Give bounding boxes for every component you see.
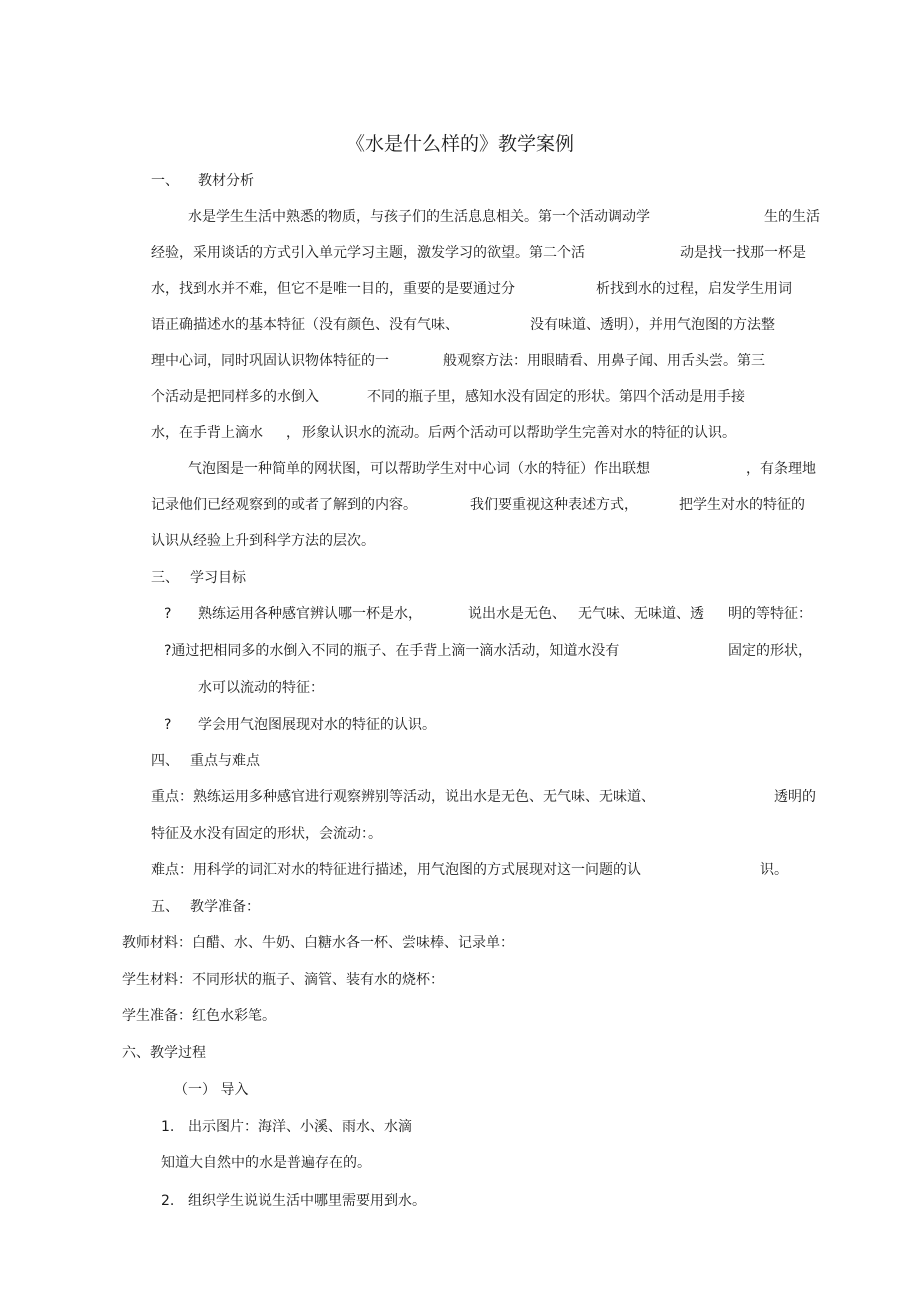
step-note: 知道大自然中的水是普遍存在的。 xyxy=(161,1155,371,1171)
section-5-number: 五、 xyxy=(151,899,179,915)
paragraph-line: 析找到水的过程，启发学生用词 xyxy=(596,281,792,297)
paragraph-line: 理中心词，同时巩固认识物体特征的一 xyxy=(151,353,389,369)
paragraph-line: 记录他们已经观察到的或者了解到的内容。 xyxy=(151,497,417,513)
step-number: 2. xyxy=(161,1193,175,1209)
paragraph-line: 般观察方法：用眼睛看、用鼻子闻、用舌头尝。第三 xyxy=(443,353,765,369)
section-6-heading: 六、教学过程 xyxy=(122,1045,206,1061)
document-title: 《水是什么样的》教学案例 xyxy=(345,133,574,155)
paragraph-line: 生的生活 xyxy=(764,209,820,225)
focus-line: 特征及水没有固定的形状，会流动：。 xyxy=(151,826,382,842)
goal-line: ?通过把相同多的水倒入不同的瓶子、在手背上滴一滴水活动，知道水没有 xyxy=(164,643,620,659)
paragraph-line: 动是找一找那一杯是 xyxy=(680,245,806,261)
paragraph-line: 我们要重视这种表述方式， xyxy=(470,497,638,513)
focus-line: 透明的 xyxy=(774,789,816,805)
paragraph-line: ，有条理地 xyxy=(746,461,816,477)
bullet-mark: ? xyxy=(164,606,172,622)
paragraph-line: 把学生对水的特征的 xyxy=(679,497,805,513)
goal-line: 水可以流动的特征： xyxy=(198,680,324,696)
section-5-heading: 教学准备： xyxy=(190,899,260,915)
section-3-number: 三、 xyxy=(151,570,179,586)
step-text: 出示图片：海洋、小溪、雨水、水滴 xyxy=(188,1119,412,1135)
goal-line: 无气味、无味道、透 xyxy=(578,606,704,622)
focus-line: 重点：熟练运用多种感官进行观察辨别等活动，说出水是无色、无气味、无味道、 xyxy=(151,789,655,805)
paragraph-line: 语正确描述水的基本特征（没有颜色、没有气味、 xyxy=(151,317,459,333)
section-1-number: 一、 xyxy=(151,173,179,189)
section-4-number: 四、 xyxy=(151,753,179,769)
step-number: 1. xyxy=(161,1119,175,1135)
paragraph-line: 水是学生生活中熟悉的物质，与孩子们的生活息息相关。第一个活动调动学 xyxy=(188,209,650,225)
goal-line: 固定的形状， xyxy=(728,643,812,659)
difficulty-line: 识。 xyxy=(760,862,788,878)
subsection-heading: （一） 导入 xyxy=(174,1082,249,1098)
goal-line: 熟练运用各种感官辨认哪一杯是水， xyxy=(198,606,422,622)
section-4-heading: 重点与难点 xyxy=(190,753,260,769)
paragraph-line: 个活动是把同样多的水倒入 xyxy=(151,389,319,405)
student-preparation: 学生准备：红色水彩笔。 xyxy=(122,1008,276,1024)
paragraph-line: 气泡图是一种简单的网状图，可以帮助学生对中心词（水的特征）作出联想 xyxy=(188,461,650,477)
paragraph-line: 没有味道、透明），并用气泡图的方法整 xyxy=(530,317,775,333)
paragraph-line: 认识从经验上升到科学方法的层次。 xyxy=(151,533,375,549)
paragraph-line: 水，找到水并不难，但它不是唯一目的，重要的是要通过分 xyxy=(151,281,515,297)
goal-line: 明的等特征： xyxy=(728,606,812,622)
paragraph-line: 形象认识水的流动。后两个活动可以帮助学生完善对水的特征的认识。 xyxy=(302,425,736,441)
goal-line: 学会用气泡图展现对水的特征的认识。 xyxy=(198,717,436,733)
student-materials: 学生材料：不同形状的瓶子、滴管、装有水的烧杯： xyxy=(122,972,444,988)
section-1-heading: 教材分析 xyxy=(198,173,254,189)
teacher-materials: 教师材料：白醋、水、牛奶、白糖水各一杯、尝味棒、记录单： xyxy=(122,935,514,951)
paragraph-line: 不同的瓶子里，感知水没有固定的形状。第四个活动是用手接 xyxy=(367,389,745,405)
bullet-mark: ? xyxy=(164,717,172,733)
paragraph-line: 经验，采用谈话的方式引入单元学习主题，激发学习的欲望。第二个活 xyxy=(151,245,585,261)
paragraph-line: 水，在手背上滴水 xyxy=(151,425,263,441)
paragraph-line: ， xyxy=(286,425,300,441)
section-3-heading: 学习目标 xyxy=(190,570,246,586)
goal-line: 说出水是无色、 xyxy=(468,606,566,622)
step-text: 组织学生说说生活中哪里需要用到水。 xyxy=(188,1193,426,1209)
difficulty-line: 难点：用科学的词汇对水的特征进行描述，用气泡图的方式展现对这一问题的认 xyxy=(151,862,641,878)
